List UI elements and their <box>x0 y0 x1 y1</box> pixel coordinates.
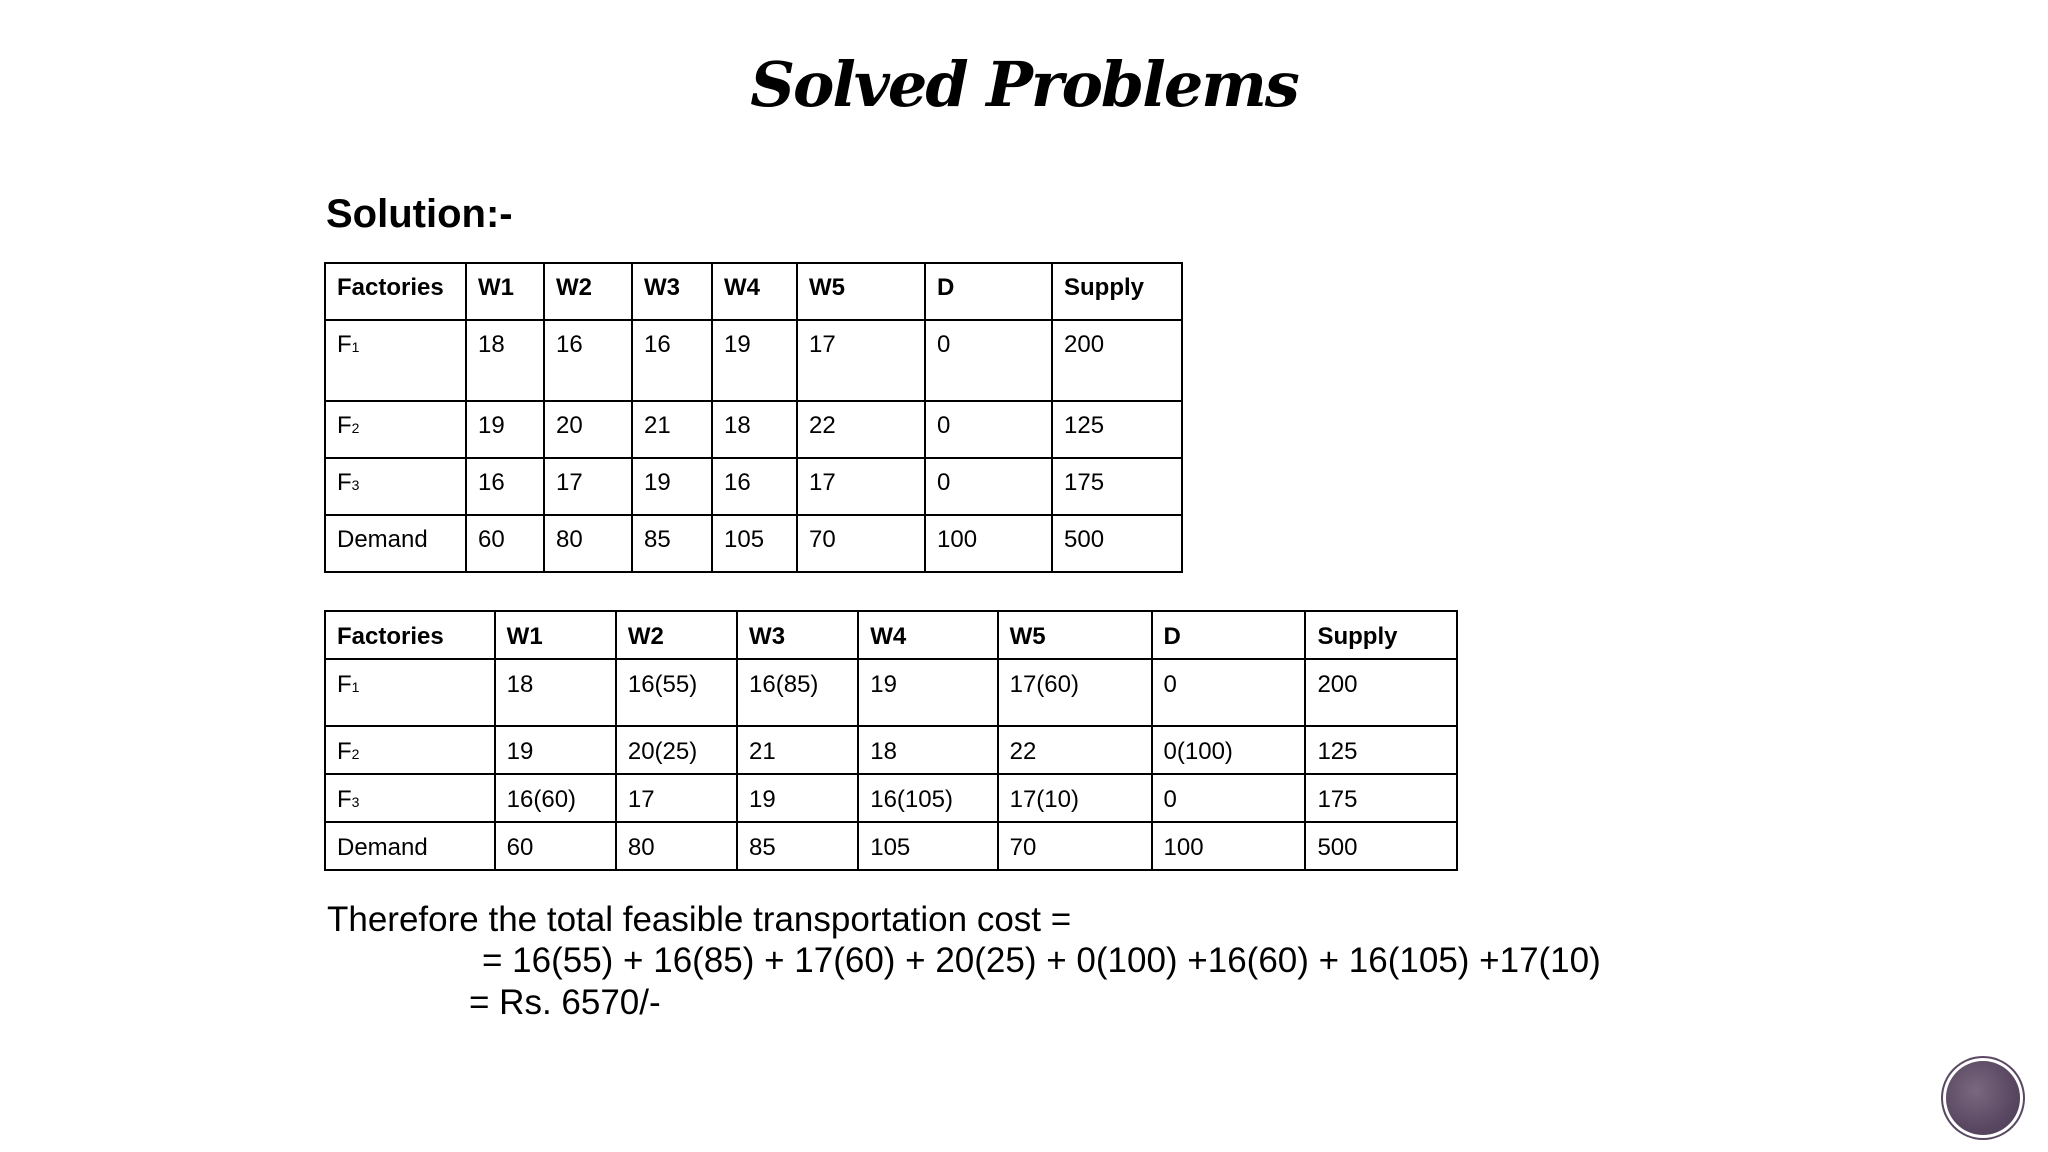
column-header: Factories <box>325 611 495 659</box>
table-cell: 19 <box>712 320 797 401</box>
table-cell: 105 <box>858 822 997 870</box>
table-cell: 175 <box>1052 458 1182 515</box>
column-header: W5 <box>998 611 1152 659</box>
column-header: W5 <box>797 263 925 320</box>
table-cell: 17(10) <box>998 774 1152 822</box>
table-cell: 500 <box>1052 515 1182 572</box>
table-cell: 22 <box>797 401 925 458</box>
table-cell: 0 <box>1152 659 1306 726</box>
solution-heading: Solution:- <box>326 192 513 236</box>
column-header: W3 <box>737 611 858 659</box>
row-label: F3 <box>325 458 466 515</box>
table-cell: 0 <box>1152 774 1306 822</box>
column-header: D <box>1152 611 1306 659</box>
table-cell: 16 <box>632 320 712 401</box>
table-cell: 19 <box>737 774 858 822</box>
column-header: W1 <box>466 263 544 320</box>
column-header: W2 <box>544 263 632 320</box>
table-row <box>325 320 1182 401</box>
table-cell: 100 <box>925 515 1052 572</box>
table-row <box>325 458 1182 515</box>
row-label: F3 <box>325 774 495 822</box>
table-cell: 17 <box>544 458 632 515</box>
table-cell: 18 <box>858 726 997 774</box>
table-cell: 17 <box>616 774 737 822</box>
cost-expression: = 16(55) + 16(85) + 17(60) + 20(25) + 0(100) +16(60) + 16(105) +17(10) <box>482 941 1601 980</box>
slide-title: Solved Problems <box>750 48 1298 121</box>
column-header: W4 <box>712 263 797 320</box>
table-header-row <box>325 263 1182 320</box>
table-cell: 19 <box>858 659 997 726</box>
table-cell: 19 <box>632 458 712 515</box>
table-cell: 70 <box>998 822 1152 870</box>
column-header: W2 <box>616 611 737 659</box>
table-cell: 175 <box>1305 774 1457 822</box>
table-cell: 85 <box>632 515 712 572</box>
table-row <box>325 726 1457 774</box>
table-cell: 125 <box>1052 401 1182 458</box>
row-subscript: 1 <box>351 679 360 695</box>
table-cell: 200 <box>1052 320 1182 401</box>
table-cell: 16 <box>544 320 632 401</box>
table-cell: 20 <box>544 401 632 458</box>
table-row <box>325 774 1457 822</box>
table-cell: 16(85) <box>737 659 858 726</box>
table-row <box>325 659 1457 726</box>
table-cell: 60 <box>466 515 544 572</box>
row-subscript: 3 <box>351 794 360 810</box>
column-header: D <box>925 263 1052 320</box>
table-cell: 16(55) <box>616 659 737 726</box>
row-subscript: 2 <box>351 746 360 762</box>
table-cell: 0 <box>925 401 1052 458</box>
table-row <box>325 822 1457 870</box>
column-header: W3 <box>632 263 712 320</box>
table-cell: 80 <box>616 822 737 870</box>
table-cell: 17 <box>797 320 925 401</box>
table-cell: 0 <box>925 458 1052 515</box>
cost-result: = Rs. 6570/- <box>469 983 661 1022</box>
table-cell: 85 <box>737 822 858 870</box>
table-cell: 500 <box>1305 822 1457 870</box>
row-subscript: 3 <box>351 477 360 493</box>
table-cell: 60 <box>495 822 616 870</box>
column-header: Supply <box>1305 611 1457 659</box>
table-cell: 16 <box>466 458 544 515</box>
table-cell: 20(25) <box>616 726 737 774</box>
table-cell: 70 <box>797 515 925 572</box>
column-header: W4 <box>858 611 997 659</box>
table-cell: 16(105) <box>858 774 997 822</box>
table-cell: 0(100) <box>1152 726 1306 774</box>
table-cell: 100 <box>1152 822 1306 870</box>
table-cell: 16 <box>712 458 797 515</box>
table-cell: 80 <box>544 515 632 572</box>
table-cell: 17 <box>797 458 925 515</box>
cost-statement: Therefore the total feasible transportation cost = <box>327 900 1072 939</box>
table-cell: 0 <box>925 320 1052 401</box>
table-cell: 105 <box>712 515 797 572</box>
table-row <box>325 401 1182 458</box>
column-header: W1 <box>495 611 616 659</box>
row-label: F2 <box>325 726 495 774</box>
row-label: Demand <box>325 515 466 572</box>
table-cell: 21 <box>737 726 858 774</box>
table-cell: 200 <box>1305 659 1457 726</box>
column-header: Supply <box>1052 263 1182 320</box>
table-cell: 18 <box>712 401 797 458</box>
table-cell: 125 <box>1305 726 1457 774</box>
table-header-row <box>325 611 1457 659</box>
allocation-table <box>324 610 1458 871</box>
table-cell: 17(60) <box>998 659 1152 726</box>
row-label: F1 <box>325 320 466 401</box>
table-cell: 18 <box>466 320 544 401</box>
table-cell: 22 <box>998 726 1152 774</box>
table-cell: 16(60) <box>495 774 616 822</box>
circle-nav-icon[interactable] <box>1946 1061 2020 1135</box>
column-header: Factories <box>325 263 466 320</box>
row-subscript: 2 <box>351 420 360 436</box>
table-row <box>325 515 1182 572</box>
row-label: F1 <box>325 659 495 726</box>
row-label: F2 <box>325 401 466 458</box>
table-cell: 18 <box>495 659 616 726</box>
row-label: Demand <box>325 822 495 870</box>
table-cell: 21 <box>632 401 712 458</box>
table-cell: 19 <box>466 401 544 458</box>
row-subscript: 1 <box>351 339 360 355</box>
table-cell: 19 <box>495 726 616 774</box>
cost-matrix-table <box>324 262 1183 573</box>
